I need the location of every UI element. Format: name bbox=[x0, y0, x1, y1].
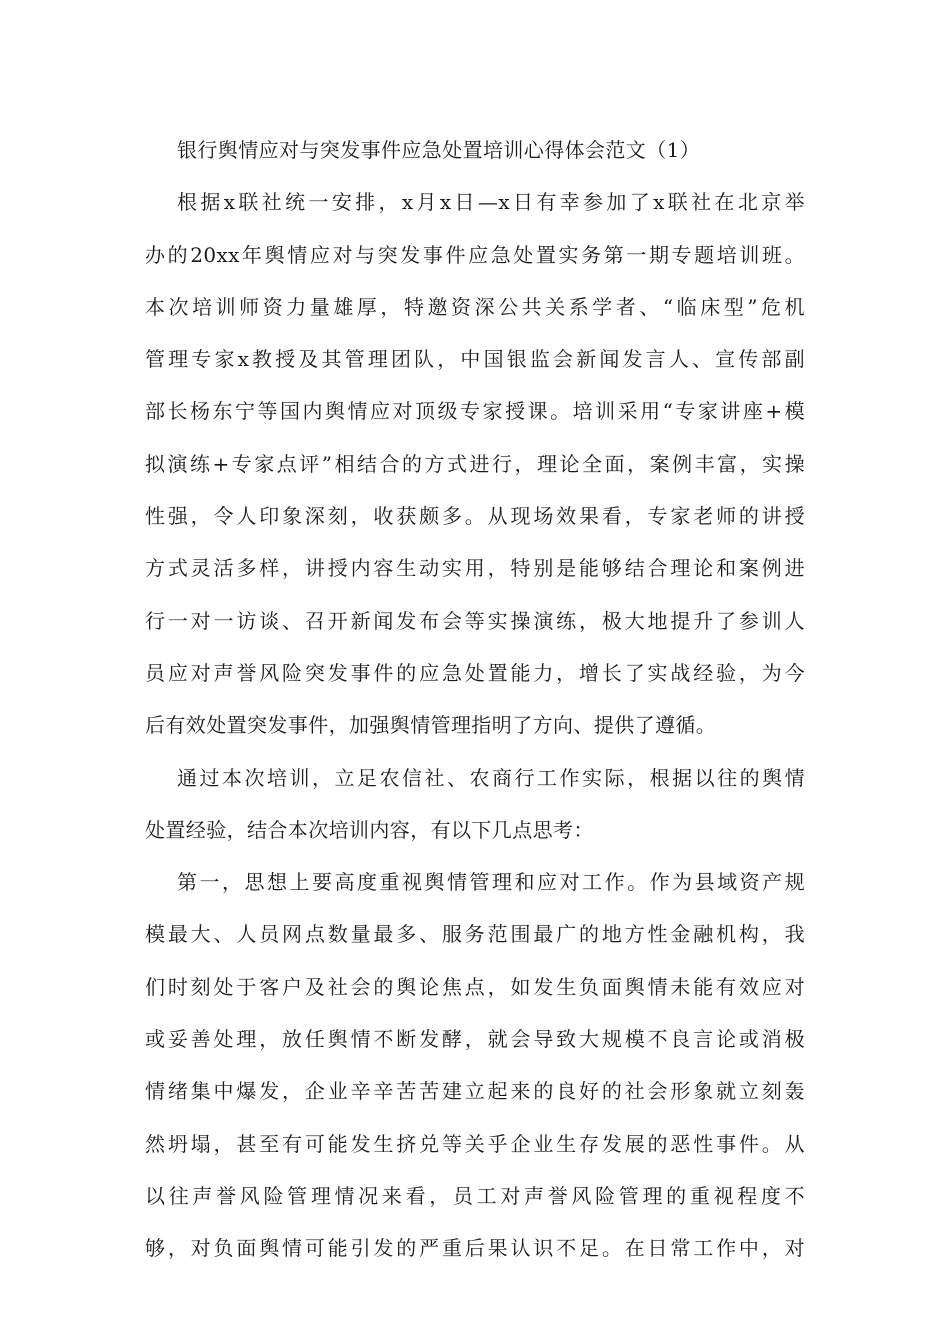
text-line: 后有效处置突发事件，加强舆情管理指明了方向、提供了遵循。 bbox=[145, 713, 717, 738]
text-line: 情绪集中爆发，企业辛辛苦苦建立起来的良好的社会形象就立刻轰 bbox=[145, 1079, 805, 1104]
document-body bbox=[145, 124, 805, 1275]
text-line: 部长杨东宁等国内舆情应对顶级专家授课。培训采用“专家讲座+模 bbox=[145, 399, 805, 424]
text-line: 管理专家x教授及其管理团队，中国银监会新闻发言人、宣传部副 bbox=[145, 347, 805, 372]
text-line: 拟演练+专家点评”相结合的方式进行，理论全面，案例丰富，实操 bbox=[145, 451, 805, 476]
paragraph-2 bbox=[145, 752, 805, 857]
text-line: 本次培训师资力量雄厚，特邀资深公共关系学者、“临床型”危机 bbox=[145, 294, 805, 319]
text-line: 通过本次培训，立足农信社、农商行工作实际，根据以往的舆情 bbox=[177, 765, 805, 790]
text-line: 员应对声誉风险突发事件的应急处置能力，增长了实战经验，为今 bbox=[145, 660, 805, 685]
text-line: 行一对一访谈、召开新闻发布会等实操演练，极大地提升了参训人 bbox=[145, 608, 805, 633]
text-line: 模最大、人员网点数量最多、服务范围最广的地方性金融机构，我 bbox=[145, 922, 805, 947]
paragraph-1 bbox=[145, 176, 805, 751]
text-line: 或妥善处理，放任舆情不断发酵，就会导致大规模不良言论或消极 bbox=[145, 1027, 805, 1052]
text-line: 性强，令人印象深刻，收获颇多。从现场效果看，专家老师的讲授 bbox=[145, 504, 805, 529]
text-line: 然坍塌，甚至有可能发生挤兑等关乎企业生存发展的恶性事件。从 bbox=[145, 1131, 805, 1156]
text-line: 以往声誉风险管理情况来看，员工对声誉风险管理的重视程度不 bbox=[145, 1183, 805, 1208]
text-line: 方式灵活多样，讲授内容生动实用，特别是能够结合理论和案例进 bbox=[145, 556, 805, 581]
text-line: 们时刻处于客户及社会的舆论焦点，如发生负面舆情未能有效应对 bbox=[145, 974, 805, 999]
text-line: 办的20xx年舆情应对与突发事件应急处置实务第一期专题培训班。 bbox=[145, 242, 805, 267]
text-line: 处置经验，结合本次培训内容，有以下几点思考： bbox=[145, 817, 594, 842]
paragraph-3 bbox=[145, 856, 805, 1274]
text-line: 第一，思想上要高度重视舆情管理和应对工作。作为县域资产规 bbox=[177, 870, 805, 895]
text-line: 根据x联社统一安排，x月x日—x日有幸参加了x联社在北京举 bbox=[177, 190, 805, 215]
document-title: 银行舆情应对与突发事件应急处置培训心得体会范文（1） bbox=[177, 138, 701, 162]
text-line: 够，对负面舆情可能引发的严重后果认识不足。在日常工作中，对 bbox=[145, 1236, 805, 1261]
